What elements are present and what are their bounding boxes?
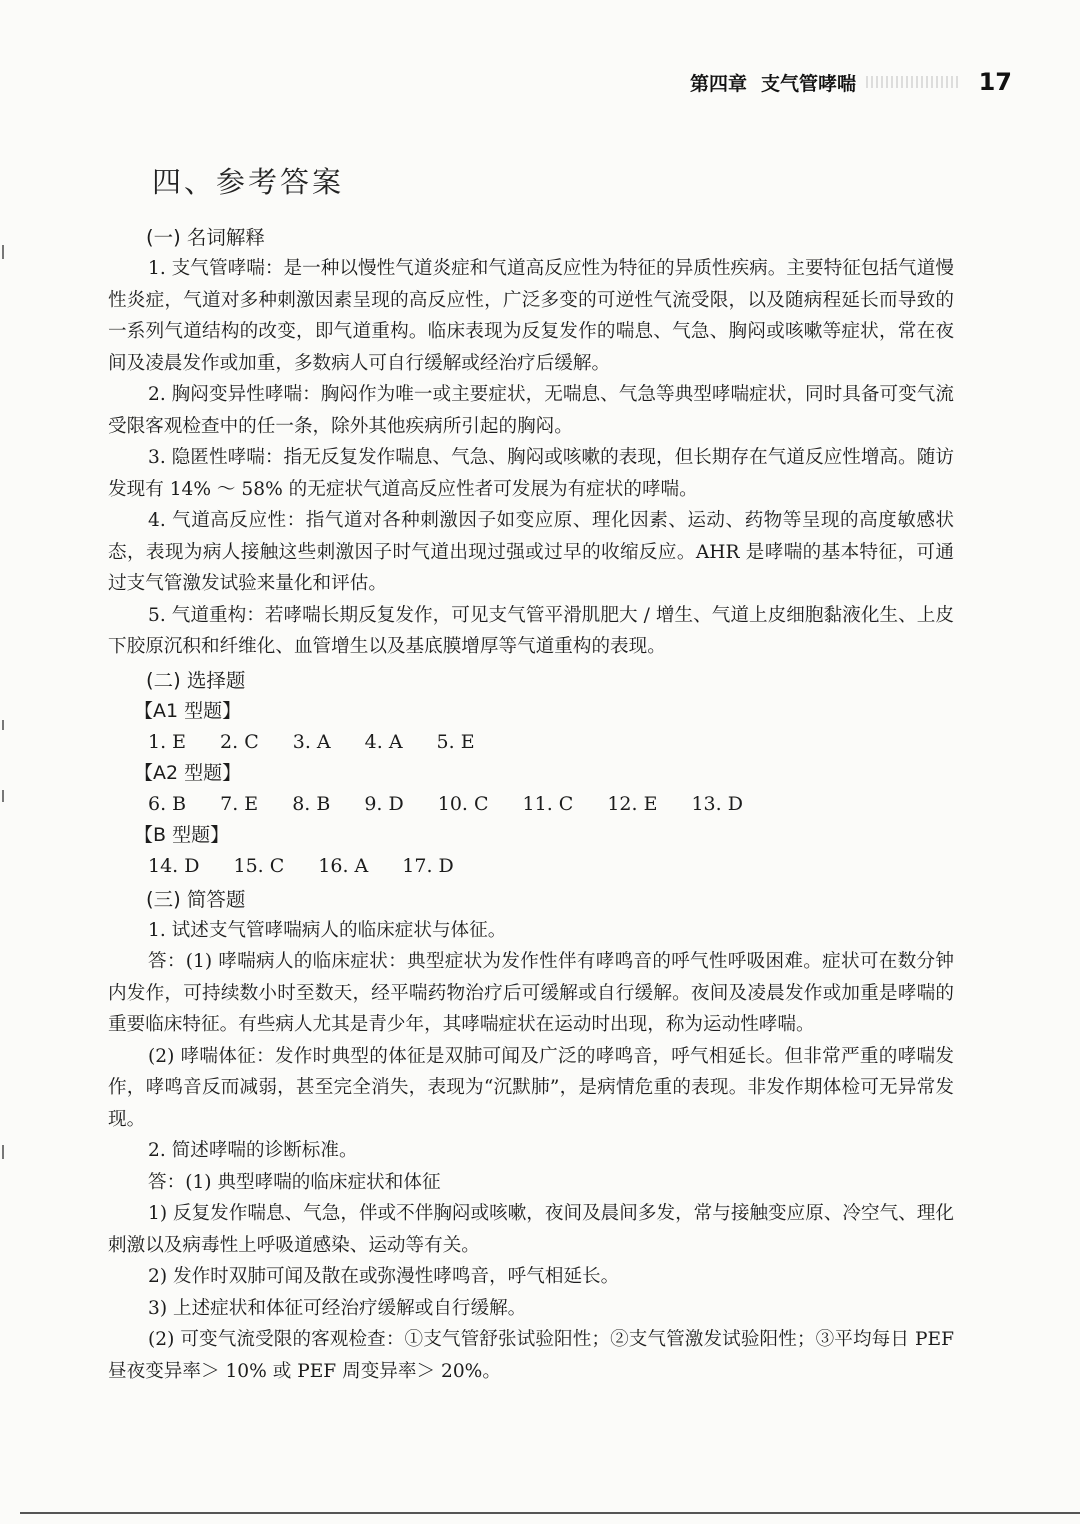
term-definition: 2. 胸闷变异性哮喘：胸闷作为唯一或主要症状，无喘息、气急等典型哮喘症状，同时具备可变气流受限客观检查中的任一条，除外其他疾病所引起的胸闷。 [108,384,954,437]
short-question: 2. 简述哮喘的诊断标准。 [148,1140,358,1161]
chapter-topic: 支气管哮喘 [761,72,857,95]
answer-content [108,220,954,1387]
scan-mark [2,245,4,259]
answer-item: 3. A [292,730,331,753]
question-type-label: 【A1 型题】 [134,699,242,722]
header-decoration [866,76,958,88]
question-type-label: 【B 型题】 [134,823,230,846]
scan-mark [2,1145,4,1159]
answer-item: 11. C [522,792,574,815]
scan-mark [2,720,4,730]
short-answer: 答：(1) 哮喘病人的临床症状：典型症状为发作性伴有哮鸣音的呼气性呼吸困难。症状可在数分钟内发作，可持续数小时至数天，经平喘药物治疗后可缓解或自行缓解。夜间及凌晨发作或加重是哮喘的重要临床特征。有些病人尤其是青少年，其哮喘症状在运动时出现，称为运动性哮喘。 [108,951,954,1035]
short-answer: (2) 可变气流受限的客观检查：①支气管舒张试验阳性；②支气管激发试验阳性；③平均每日 PEF 昼夜变异率＞ 10% 或 PEF 周变异率＞ 20%。 [108,1329,954,1382]
short-question: 1. 试述支气管哮喘病人的临床症状与体征。 [148,919,507,941]
answer-item: 13. D [691,792,743,815]
answer-item: 6. B [148,792,187,815]
short-answer: 2) 发作时双肺可闻及散在或弥漫性哮鸣音，呼气相延长。 [148,1266,620,1287]
short-answer: (2) 哮喘体征：发作时典型的体征是双肺可闻及广泛的哮鸣音，呼气相延长。但非常严重的哮喘发作，哮鸣音反而减弱，甚至完全消失，表现为“沉默肺”，是病情危重的表现。非发作期体检可无异常发现。 [108,1045,954,1130]
question-type-label: 【A2 型题】 [134,761,242,784]
answer-item: 15. C [233,854,285,877]
answer-item: 1. E [148,730,187,753]
chapter-label: 第四章 [690,72,748,95]
term-definition: 1. 支气管哮喘：是一种以慢性气道炎症和气道高反应性为特征的异质性疾病。主要特征包括气道慢性炎症，气道对多种刺激因素呈现的高反应性，广泛多变的可逆性气流受限，以及随病程延长而导致的一系列气道结构的改变，即气道重构。临床表现为反复发作的喘息、气急、胸闷或咳嗽等症状，常在夜间及凌晨发作或加重，多数病人可自行缓解或经治疗后缓解。 [108,258,954,374]
part2-heading: (二) 选择题 [146,668,246,692]
answer-item: 17. D [402,854,454,877]
answer-item: 16. A [318,854,369,877]
answer-row [148,789,954,820]
scan-mark [2,790,4,802]
term-definition: 5. 气道重构：若哮喘长期反复发作，可见支气管平滑肌肥大 / 增生、气道上皮细胞黏液化生、上皮下胶原沉积和纤维化、血管增生以及基底膜增厚等气道重构的表现。 [108,604,954,657]
section-title: 四、参考答案 [152,165,345,199]
part3-heading: (三) 简答题 [146,887,246,911]
answer-item: 5. E [436,730,475,753]
answer-item: 2. C [220,730,259,753]
answer-row [148,727,954,758]
answer-row [148,851,954,882]
bottom-rule [20,1512,1080,1514]
part1-heading: (一) 名词解释 [146,226,265,249]
answer-item: 8. B [292,792,331,815]
answer-item: 9. D [364,792,404,815]
term-definition: 4. 气道高反应性：指气道对各种刺激因子如变应原、理化因素、运动、药物等呈现的高度敏感状态，表现为病人接触这些刺激因子时气道出现过强或过早的收缩反应。AHR 是哮喘的基本特征，可通过支气管激发试验来量化和评估。 [108,510,954,594]
term-definition: 3. 隐匿性哮喘：指无反复发作喘息、气急、胸闷或咳嗽的表现，但长期存在气道反应性增高。随访发现有 14% ～ 58% 的无症状气道高反应性者可发展为有症状的哮喘。 [108,447,954,500]
answer-item: 12. E [607,792,658,815]
short-answer: 3) 上述症状和体征可经治疗缓解或自行缓解。 [148,1297,527,1319]
short-answer: 1) 反复发作喘息、气急，伴或不伴胸闷或咳嗽，夜间及晨间多发，常与接触变应原、冷空气、理化刺激以及病毒性上呼吸道感染、运动等有关。 [108,1203,954,1256]
answer-item: 7. E [220,792,259,815]
running-header [690,62,1012,102]
answer-item: 14. D [148,854,200,877]
short-answer: 答：(1) 典型哮喘的临床症状和体征 [148,1171,441,1193]
answer-item: 10. C [437,792,489,815]
answer-item: 4. A [364,730,403,753]
page-number: 17 [978,68,1012,96]
